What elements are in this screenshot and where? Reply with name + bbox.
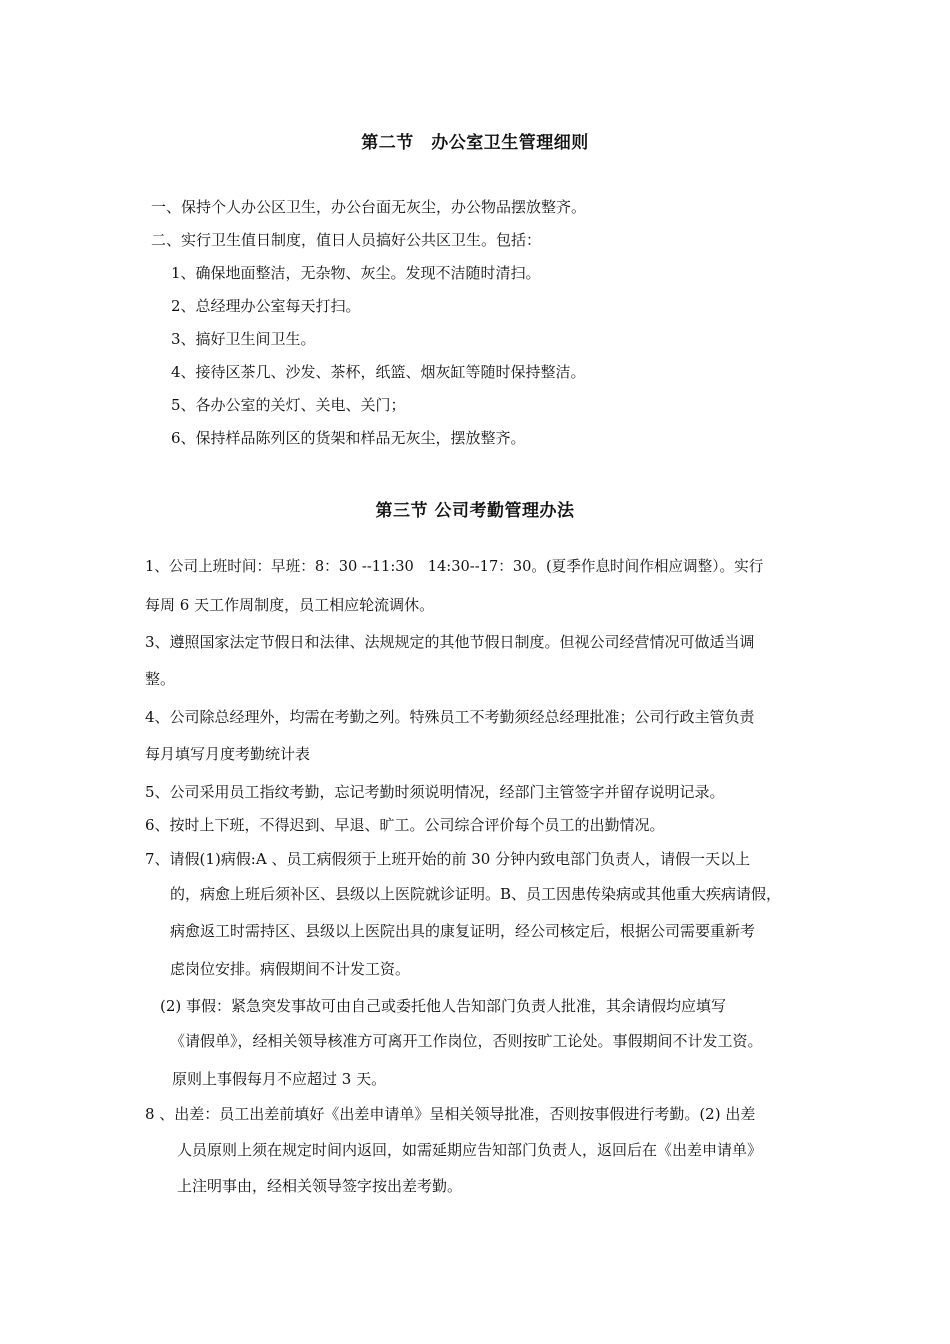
section3-line-5: 4、公司除总经理外，均需在考勤之列。特殊员工不考勤须经总经理批准；公司行政主管负责 (145, 708, 755, 726)
section3-line-6: 每月填写月度考勤统计表 (145, 745, 311, 763)
section3-line-17: 人员原则上须在规定时间内返回，如需延期应告知部门负责人，返回后在《出差申请单》 (177, 1141, 763, 1159)
section3-line-8: 6、按时上下班，不得迟到、早退、旷工。公司综合评价每个员工的出勤情况。 (145, 816, 665, 834)
section2-line-6: 4、接待区茶几、沙发、茶杯，纸篮、烟灰缸等随时保持整洁。 (171, 363, 586, 381)
section2-line-4: 2、总经理办公室每天打扫。 (171, 297, 361, 315)
section2-line-5: 3、搞好卫生间卫生。 (171, 330, 316, 348)
section2-line-8: 6、保持样品陈列区的货架和样品无灰尘，摆放整齐。 (171, 429, 526, 447)
section3-line-15: 原则上事假每月不应超过 3 天。 (172, 1070, 387, 1088)
section2-line-2: 二、实行卫生值日制度，值日人员搞好公共区卫生。包括： (151, 231, 542, 249)
section3-line-13: (2) 事假：紧急突发事故可由自己或委托他人告知部门负责人批准，其余请假均应填写 (160, 997, 727, 1015)
section3-line-12: 虑岗位安排。病假期间不计发工资。 (170, 960, 411, 978)
section3-line-4: 整。 (145, 670, 176, 688)
section3-line-1: 1、公司上班时间：早班：8：30 --11:30 14:30--17：30。(夏季作息时间作相应调整）。实行 (145, 558, 764, 575)
section3-line-16: 8 、出差：员工出差前填好《出差申请单》呈相关领导批准，否则按事假进行考勤。(2) 出差 (145, 1105, 756, 1123)
section2-line-1: 一、保持个人办公区卫生，办公台面无灰尘，办公物品摆放整齐。 (151, 198, 587, 216)
section3-line-3: 3、遵照国家法定节假日和法律、法规规定的其他节假日制度。但视公司经营情况可做适当调 (145, 633, 755, 651)
section3-line-7: 5、公司采用员工指纹考勤，忘记考勤时须说明情况，经部门主管签字并留存说明记录。 (145, 783, 725, 801)
section2-line-7: 5、各办公室的关灯、关电、关门； (171, 396, 406, 414)
section2-line-3: 1、确保地面整洁，无杂物、灰尘。发现不洁随时清扫。 (171, 264, 541, 282)
section3-line-10: 的，病愈上班后须补区、县级以上医院就诊证明。B、员工因患传染病或其他重大疾病请假， (170, 885, 782, 903)
section3-title: 第三节 公司考勤管理办法 (375, 501, 575, 521)
section3-line-9: 7、请假(1)病假:A 、员工病假须于上班开始的前 30 分钟内致电部门负责人，请假一天以上 (145, 850, 751, 868)
section3-line-11: 病愈返工时需持区、县级以上医院出具的康复证明，经公司核定后，根据公司需要重新考 (170, 922, 756, 940)
section2-title: 第二节 办公室卫生管理细则 (361, 133, 589, 153)
section3-line-18: 上注明事由，经相关领导签字按出差考勤。 (177, 1177, 463, 1195)
section3-line-2: 每周 6 天工作周制度，员工相应轮流调休。 (145, 596, 435, 614)
section3-line-14: 《请假单》，经相关领导核准方可离开工作岗位，否则按旷工论处。事假期间不计发工资。 (170, 1032, 763, 1050)
